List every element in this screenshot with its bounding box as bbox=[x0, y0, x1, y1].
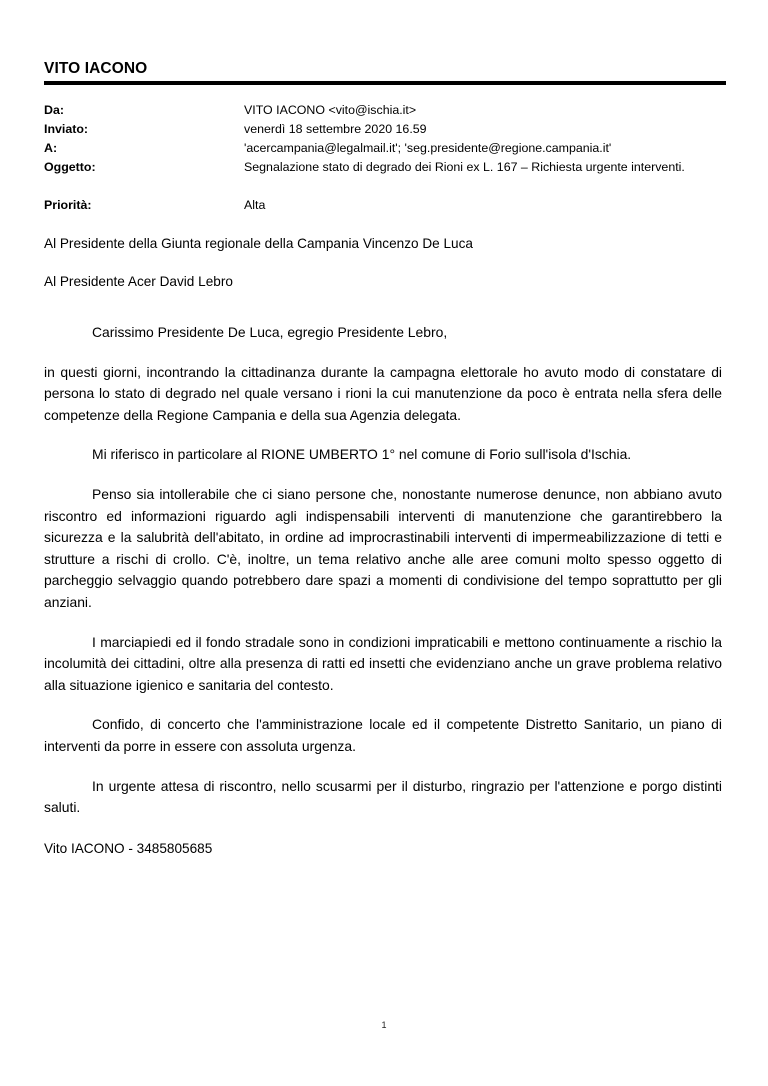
metadata-label-priority: Priorità: bbox=[44, 198, 92, 213]
email-metadata-block bbox=[44, 101, 734, 215]
letter-body bbox=[44, 234, 722, 859]
metadata-label-subject: Oggetto: bbox=[44, 160, 96, 175]
metadata-row-sent bbox=[44, 120, 734, 139]
metadata-value-from: VITO IACONO <vito@ischia.it> bbox=[244, 103, 417, 117]
spacer bbox=[44, 466, 722, 484]
metadata-label-to: A: bbox=[44, 141, 58, 156]
spacer bbox=[44, 344, 722, 362]
body-paragraph-4: I marciapiedi ed il fondo stradale sono in condizioni impraticabili e mettono continuamente a rischio la incolumità dei cittadini, oltre alla presenza di ratti ed insetti che evidenziano anche un grave problema relativo alla situazione igienico e sanitaria del contesto. bbox=[44, 633, 722, 693]
greeting-line: Carissimo Presidente De Luca, egregio Presidente Lebro, bbox=[92, 324, 448, 340]
document-header bbox=[44, 60, 726, 85]
metadata-row-from bbox=[44, 101, 734, 120]
body-paragraph-6: In urgente attesa di riscontro, nello scusarmi per il disturbo, ringrazio per l'attenzione e porgo distinti saluti. bbox=[44, 777, 722, 816]
spacer bbox=[44, 819, 722, 839]
metadata-label-sent: Inviato: bbox=[44, 122, 89, 137]
spacer bbox=[44, 426, 722, 444]
recipient-line-1: Al Presidente della Giunta regionale della Campania Vincenzo De Luca bbox=[44, 236, 473, 251]
body-paragraph-2: Mi riferisco in particolare al RIONE UMBERTO 1° nel comune di Forio sull'isola d'Ischia. bbox=[92, 446, 632, 463]
header-divider bbox=[44, 81, 726, 85]
metadata-value-priority: Alta bbox=[244, 198, 266, 213]
metadata-row-to bbox=[44, 139, 734, 158]
body-paragraph-3: Penso sia intollerabile che ci siano persone che, nonostante numerose denunce, non abbiano avuto riscontro ed informazioni riguardo agli indispensabili interventi di manutenzione che garantirebbero la sicurezza e la salubrità dell'abitato, in ordine ad improcrastinabili interventi di impermeabilizzazione di tetti e strutture a rischi di crollo. C'è, inoltre, un tema relativo anche alle aree comuni molto spesso oggetto di parcheggio selvaggio quando potrebbero dare spazi a momenti di condivisione del tempo soprattutto per gli anziani. bbox=[44, 485, 722, 610]
spacer bbox=[44, 696, 722, 714]
metadata-value-sent: venerdì 18 settembre 2020 16.59 bbox=[244, 122, 427, 137]
page-number: 1 bbox=[381, 1020, 387, 1030]
metadata-value-to: 'acercampania@legalmail.it'; 'seg.presidente@regione.campania.it' bbox=[244, 141, 612, 156]
metadata-label-from: Da: bbox=[44, 103, 64, 117]
sender-name-heading: VITO IACONO bbox=[44, 60, 148, 77]
metadata-row-subject bbox=[44, 158, 734, 177]
metadata-row-priority bbox=[44, 196, 734, 215]
metadata-value-subject: Segnalazione stato di degrado dei Rioni ex L. 167 – Richiesta urgente interventi. bbox=[244, 160, 685, 175]
spacer bbox=[44, 758, 722, 776]
spacer bbox=[44, 614, 722, 632]
recipient-line-2: Al Presidente Acer David Lebro bbox=[44, 274, 233, 289]
spacer bbox=[44, 292, 722, 322]
body-paragraph-1: in questi giorni, incontrando la cittadinanza durante la campagna elettorale ho avuto modo di constatare di persona lo stato di degrado nel quale versano i rioni la cui manutenzione da poco è entrata nella sfera delle competenze della Regione Campania e della sua Agenzia delegata. bbox=[44, 363, 722, 423]
signature-line: Vito IACONO - 3485805685 bbox=[44, 840, 213, 856]
body-paragraph-5: Confido, di concerto che l'amministrazione locale ed il competente Distretto Sanitario, un piano di interventi da porre in essere con assoluta urgenza. bbox=[44, 716, 722, 754]
